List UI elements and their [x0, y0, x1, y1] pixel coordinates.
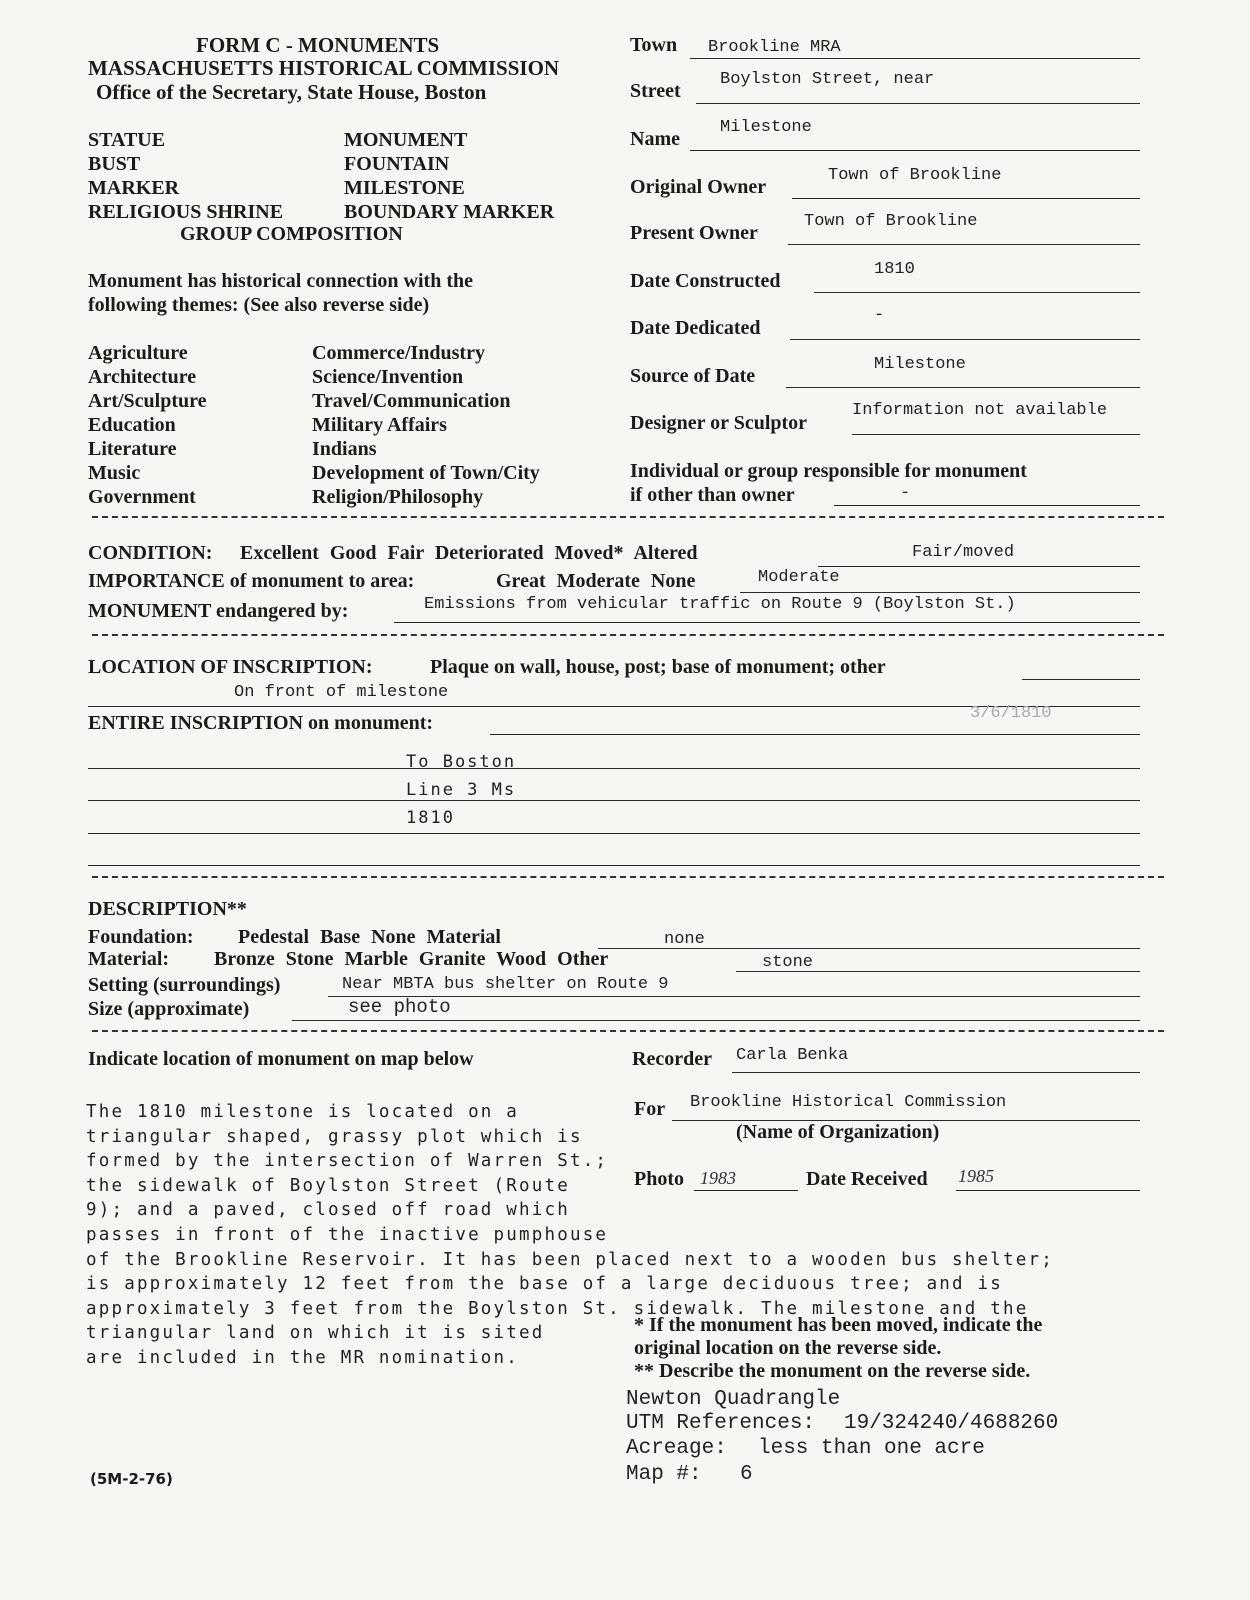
material-label: Material: [88, 948, 170, 970]
description-heading: DESCRIPTION** [88, 898, 247, 920]
street-line [696, 103, 1140, 104]
acreage-value: less than one acre [758, 1437, 985, 1460]
condition-value[interactable]: Fair/moved [912, 543, 1015, 562]
size-line [292, 1020, 1140, 1021]
for-label: For [634, 1098, 666, 1120]
date-constructed-value[interactable]: 1810 [874, 260, 915, 279]
group-composition: GROUP COMPOSITION [180, 223, 403, 245]
town-line [690, 58, 1140, 59]
theme-option: Music [88, 462, 141, 484]
inscription-line-rule [88, 768, 1140, 769]
description-line: triangular shaped, grassy plot which is [86, 1126, 583, 1147]
form-title: FORM C - MONUMENTS [196, 33, 440, 57]
setting-label: Setting (surroundings) [88, 974, 281, 996]
description-line: of the Brookline Reservoir. It has been placed next to a wooden bus shelter; [86, 1249, 1054, 1270]
entire-inscription-label: ENTIRE INSCRIPTION on monument: [88, 712, 434, 734]
responsible-label-2: if other than owner [630, 484, 795, 506]
footnote-moved-2: original location on the reverse side. [634, 1337, 942, 1359]
endangered-line [394, 622, 1140, 623]
description-line: the sidewalk of Boylston Street (Route [86, 1175, 570, 1196]
description-line: is approximately 12 feet from the base of a large deciduous tree; and is [86, 1274, 1003, 1295]
importance-options: Great Moderate None [496, 570, 696, 592]
inscription-location-options: Plaque on wall, house, post; base of monument; other [430, 656, 886, 678]
name-line [690, 150, 1140, 151]
recorder-label: Recorder [632, 1048, 712, 1070]
source-of-date-value[interactable]: Milestone [874, 355, 966, 374]
inscription-line: 1810 [406, 808, 455, 828]
type-option: RELIGIOUS SHRINE [88, 201, 284, 223]
monument-types-left [88, 128, 283, 224]
organization-caption: (Name of Organization) [736, 1121, 940, 1143]
office-line: Office of the Secretary, State House, Boston [96, 80, 487, 104]
date-received-value[interactable]: 1985 [958, 1166, 994, 1186]
section-divider [92, 876, 1164, 878]
organization-value[interactable]: Brookline Historical Commission [690, 1093, 1007, 1112]
theme-option: Indians [312, 438, 377, 460]
street-value[interactable]: Boylston Street, near [720, 70, 935, 89]
foundation-value[interactable]: none [664, 930, 705, 949]
inscription-other-line [1022, 679, 1140, 680]
condition-line [818, 566, 1140, 567]
foundation-options: Pedestal Base None Material [238, 926, 501, 948]
type-option: MARKER [88, 177, 180, 199]
theme-option: Education [88, 414, 176, 436]
name-label: Name [630, 128, 680, 150]
inscription-line: Line 3 Ms [406, 780, 517, 800]
size-value[interactable]: see photo [348, 996, 451, 1018]
town-value[interactable]: Brookline MRA [708, 38, 841, 57]
entire-inscription-line [490, 734, 1140, 735]
description-line: The 1810 milestone is located on a [86, 1102, 520, 1122]
section-divider [92, 634, 1164, 636]
photo-label: Photo [634, 1168, 684, 1190]
theme-option: Literature [88, 438, 177, 460]
section-divider [92, 1030, 1164, 1032]
type-option: STATUE [88, 129, 166, 151]
map-number-label: Map #: [626, 1463, 702, 1486]
map-number-value: 6 [740, 1463, 753, 1486]
name-value[interactable]: Milestone [720, 118, 812, 137]
date-dedicated-line [790, 339, 1140, 340]
theme-option: Agriculture [88, 342, 188, 364]
date-dedicated-value[interactable]: - [874, 306, 885, 325]
themes-intro: Monument has historical connection with the [88, 270, 473, 292]
date-constructed-label: Date Constructed [630, 270, 781, 292]
type-option: FOUNTAIN [344, 153, 450, 175]
street-label: Street [630, 80, 681, 102]
commission-name: MASSACHUSETTS HISTORICAL COMMISSION [88, 56, 560, 80]
faint-note: 3/6/1810 [970, 704, 1052, 723]
themes-intro: following themes: (See also reverse side) [88, 294, 430, 316]
photo-line [694, 1190, 798, 1191]
setting-value[interactable]: Near MBTA bus shelter on Route 9 [342, 975, 669, 994]
type-option: BUST [88, 153, 141, 175]
description-line: are included in the MR nomination. [86, 1347, 520, 1368]
importance-value[interactable]: Moderate [758, 568, 840, 587]
date-received-line [956, 1190, 1140, 1191]
endangered-value[interactable]: Emissions from vehicular traffic on Route 9 (Boylston St.) [424, 595, 1016, 614]
map-location-label: Indicate location of monument on map below [88, 1048, 474, 1070]
monument-types-right [344, 128, 554, 224]
description-line: formed by the intersection of Warren St.; [86, 1151, 609, 1172]
designer-line [852, 434, 1140, 435]
importance-label: IMPORTANCE of monument to area: [88, 570, 415, 592]
quadrangle: Newton Quadrangle [626, 1388, 841, 1411]
endangered-label: MONUMENT endangered by: [88, 600, 349, 622]
date-dedicated-label: Date Dedicated [630, 317, 761, 339]
utm-label: UTM References: [626, 1412, 816, 1435]
description-line: 9); and a paved, closed off road which [86, 1200, 570, 1221]
present-owner-label: Present Owner [630, 222, 758, 244]
recorder-value[interactable]: Carla Benka [736, 1046, 849, 1065]
theme-option: Religion/Philosophy [312, 486, 484, 508]
responsible-line [834, 505, 1140, 506]
inscription-location-value[interactable]: On front of milestone [234, 683, 449, 702]
inscription-text [406, 748, 516, 832]
material-value[interactable]: stone [762, 953, 814, 972]
theme-option: Development of Town/City [312, 462, 540, 484]
source-of-date-line [786, 387, 1140, 388]
theme-option: Military Affairs [312, 414, 447, 436]
theme-option: Commerce/Industry [312, 342, 485, 364]
source-of-date-label: Source of Date [630, 365, 756, 387]
inscription-line-rule [88, 800, 1140, 801]
utm-value: 19/324240/4688260 [844, 1412, 1059, 1435]
inscription-line-rule [88, 833, 1140, 834]
present-owner-value[interactable]: Town of Brookline [804, 212, 978, 231]
form-code: (5M-2-76) [90, 1470, 173, 1488]
theme-option: Government [88, 486, 196, 508]
description-line: passes in front of the inactive pumphouse [86, 1224, 609, 1245]
original-owner-line [792, 198, 1140, 199]
theme-option: Travel/Communication [312, 390, 511, 412]
footnote-describe: ** Describe the monument on the reverse side. [634, 1360, 1031, 1382]
designer-value[interactable]: Information not available [852, 401, 1108, 420]
theme-option: Art/Sculpture [88, 390, 207, 412]
size-label: Size (approximate) [88, 998, 250, 1020]
inscription-line-rule [88, 865, 1140, 866]
photo-value[interactable]: 1983 [700, 1168, 736, 1188]
original-owner-value[interactable]: Town of Brookline [828, 166, 1002, 185]
importance-line [740, 592, 1140, 593]
inscription-location-label: LOCATION OF INSCRIPTION: [88, 656, 373, 678]
acreage-label: Acreage: [626, 1437, 727, 1460]
condition-options: Excellent Good Fair Deteriorated Moved* Altered [240, 542, 698, 564]
condition-label: CONDITION: [88, 542, 213, 564]
recorder-line [732, 1072, 1140, 1073]
theme-option: Architecture [88, 366, 197, 388]
type-option: BOUNDARY MARKER [344, 201, 555, 223]
material-options: Bronze Stone Marble Granite Wood Other [214, 948, 609, 970]
type-option: MILESTONE [344, 177, 465, 199]
description-line: triangular land on which it is sited [86, 1323, 545, 1344]
themes-right [312, 341, 540, 509]
footnote-moved: * If the monument has been moved, indicate the [634, 1314, 1043, 1336]
theme-option: Science/Invention [312, 366, 464, 388]
original-owner-label: Original Owner [630, 176, 767, 198]
responsible-label: Individual or group responsible for monument [630, 460, 1027, 482]
town-label: Town [630, 34, 678, 56]
inscription-line: To Boston [406, 752, 517, 772]
type-option: MONUMENT [344, 129, 468, 151]
responsible-value[interactable]: - [900, 484, 911, 503]
designer-label: Designer or Sculptor [630, 412, 808, 434]
description-line: approximately 3 feet from the Boylston St. sidewalk. The milestone and the [86, 1298, 1029, 1319]
present-owner-line [788, 244, 1140, 245]
date-received-label: Date Received [806, 1168, 928, 1190]
foundation-label: Foundation: [88, 926, 194, 948]
date-constructed-line [814, 292, 1140, 293]
section-divider [92, 516, 1164, 518]
themes-left [88, 341, 207, 509]
